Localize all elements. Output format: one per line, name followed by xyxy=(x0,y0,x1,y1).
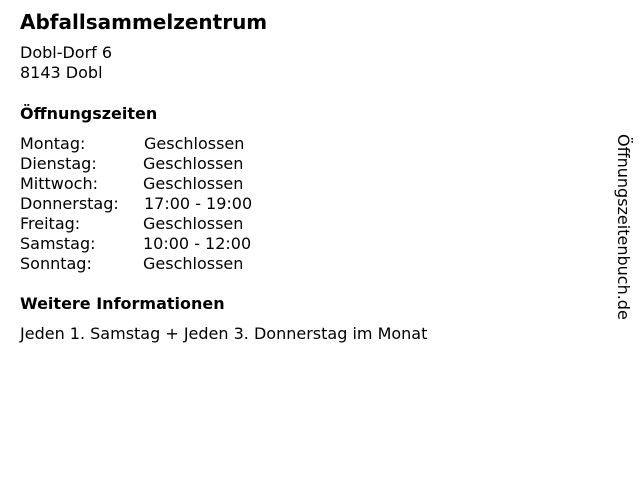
more-info-heading: Weitere Informationen xyxy=(20,294,225,313)
time-value: 10:00 - 12:00 xyxy=(143,234,252,253)
hours-row-sunday xyxy=(20,254,252,274)
time-value: Geschlossen xyxy=(143,254,244,273)
more-info-text: Jeden 1. Samstag + Jeden 3. Donnerstag im Monat xyxy=(20,324,428,343)
time-value: Geschlossen xyxy=(143,174,244,193)
day-label: Donnerstag: xyxy=(20,194,119,213)
day-label: Freitag: xyxy=(20,214,81,233)
address-street: Dobl-Dorf 6 xyxy=(20,43,113,62)
site-watermark: Öffnungszeitenbuch.de xyxy=(614,134,633,320)
day-label: Sonntag: xyxy=(20,254,92,273)
address-city: 8143 Dobl xyxy=(20,63,103,82)
time-value: Geschlossen xyxy=(144,134,245,153)
day-label: Mittwoch: xyxy=(20,174,98,193)
hours-row-thursday xyxy=(20,194,252,214)
hours-row-wednesday xyxy=(20,174,252,194)
opening-hours-heading: Öffnungszeiten xyxy=(20,104,158,123)
day-label: Samstag: xyxy=(20,234,96,253)
hours-row-tuesday xyxy=(20,154,252,174)
hours-row-saturday xyxy=(20,234,252,254)
time-value: Geschlossen xyxy=(143,214,244,233)
opening-hours-table xyxy=(20,134,252,274)
page-title: Abfallsammelzentrum xyxy=(20,10,268,34)
time-value: Geschlossen xyxy=(143,154,244,173)
day-label: Montag: xyxy=(20,134,86,153)
time-value: 17:00 - 19:00 xyxy=(144,194,253,213)
day-label: Dienstag: xyxy=(20,154,97,173)
hours-row-friday xyxy=(20,214,252,234)
address xyxy=(20,43,112,83)
hours-row-monday xyxy=(20,134,252,154)
